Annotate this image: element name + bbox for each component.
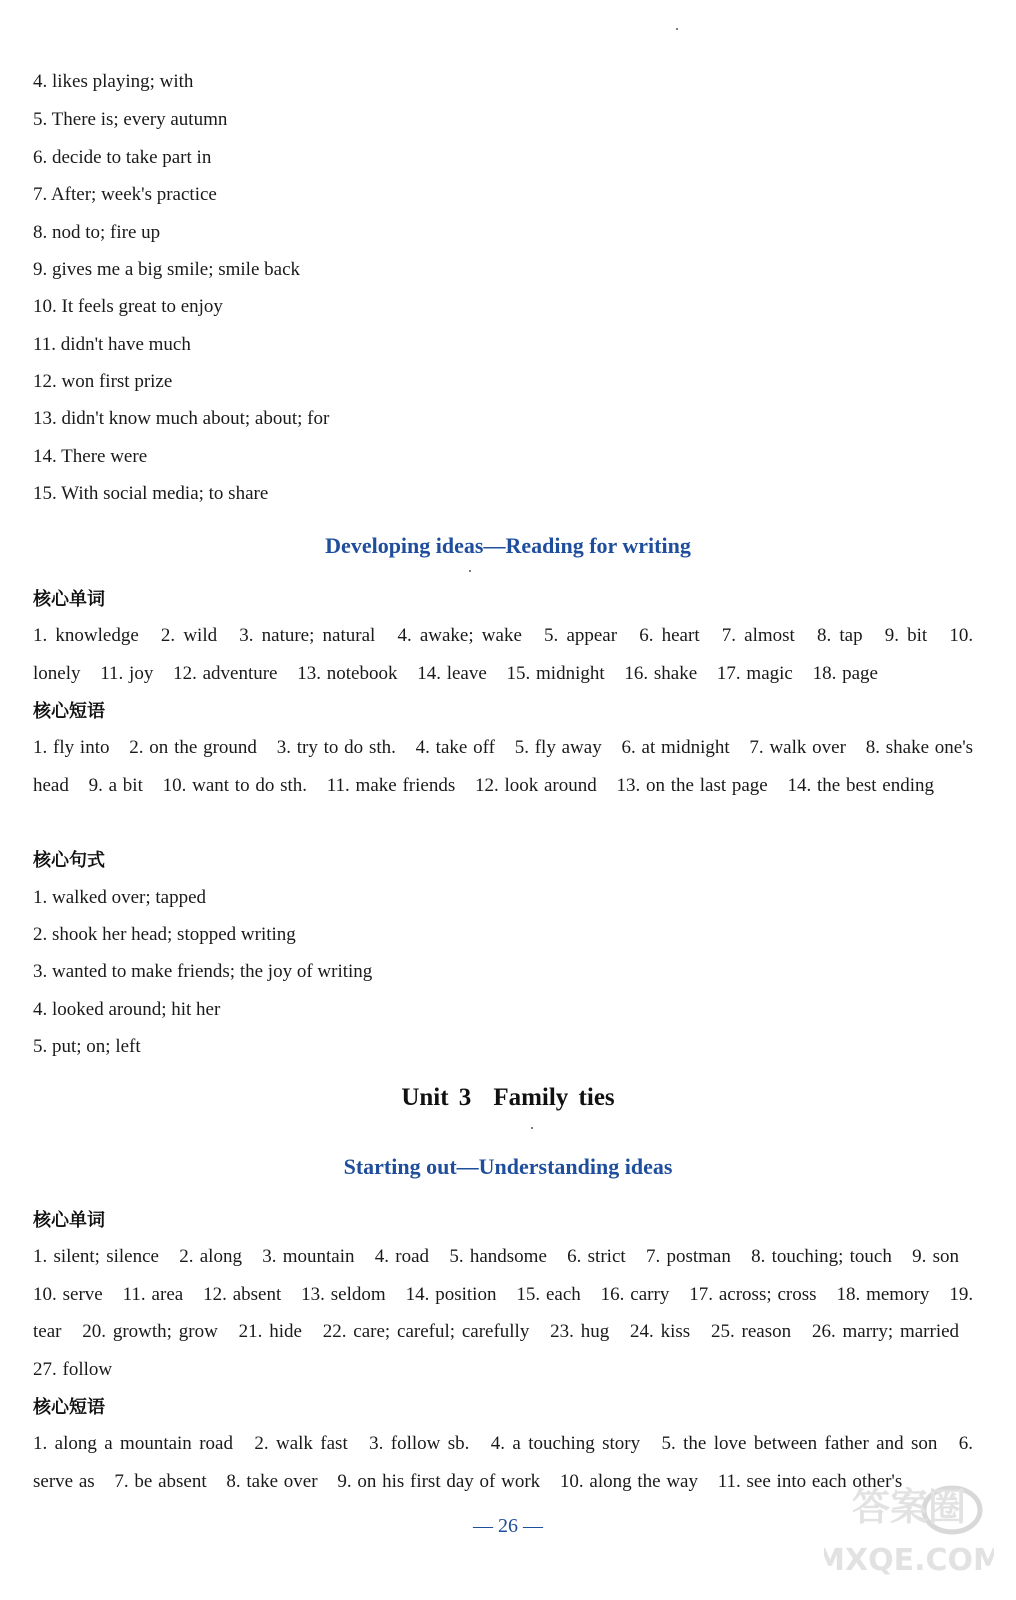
list-item: 4. road	[374, 1246, 430, 1267]
list-item: 20. growth; grow	[82, 1321, 218, 1342]
list-item: 10. along the way	[559, 1470, 698, 1492]
list-item: 4. awake; wake	[397, 625, 522, 646]
list-item: 9. a bit	[88, 774, 143, 796]
answer-line: 10. It feels great to enjoy	[33, 296, 223, 317]
vocab-label: 核心单词	[33, 589, 105, 610]
list-item: 9. bit	[884, 625, 928, 646]
answer-line: 15. With social media; to share	[33, 483, 269, 504]
list-item: 14. position	[405, 1283, 497, 1305]
list-item: 13. on the last page	[616, 774, 768, 796]
scan-speck	[469, 570, 471, 572]
phrases-label: 核心短语	[33, 1397, 105, 1418]
phrases-list	[33, 729, 973, 804]
list-item: 26. marry; married	[811, 1321, 960, 1342]
list-item: 21. hide	[238, 1321, 302, 1342]
watermark-url-text: MXQE.COM	[824, 1543, 994, 1578]
scan-speck	[676, 28, 678, 30]
list-item: 22. care; careful; carefully	[322, 1321, 530, 1342]
list-item: 1. knowledge	[33, 625, 139, 646]
list-item: 24. kiss	[630, 1321, 691, 1342]
scan-speck	[531, 1127, 533, 1129]
watermark-graphic	[824, 1470, 994, 1590]
list-item: 1. fly into	[33, 737, 110, 758]
list-item: 7. postman	[645, 1246, 731, 1267]
list-item: 4. a touching story	[490, 1433, 641, 1454]
list-item: 9. son	[912, 1246, 960, 1267]
list-item: 3. follow sb.	[369, 1433, 470, 1454]
list-item: 12. absent	[203, 1283, 282, 1305]
list-item: 1. silent; silence	[33, 1246, 159, 1267]
list-item: 6. heart	[639, 625, 700, 646]
list-item: 2. on the ground	[129, 737, 257, 758]
list-item: 8. tap	[816, 625, 863, 646]
list-item: 11. joy	[100, 662, 154, 684]
vocab-list	[33, 617, 973, 692]
list-item: 16. carry	[600, 1283, 670, 1305]
list-item: 17. across; cross	[689, 1283, 817, 1305]
section-title-developing-ideas: Developing ideas—Reading for writing	[325, 533, 691, 558]
list-item: 10. serve	[33, 1283, 103, 1305]
list-item: 14. the best ending	[787, 774, 935, 796]
list-item: 13. notebook	[297, 662, 398, 684]
list-item: 23. hug	[550, 1321, 610, 1342]
answer-line: 9. gives me a big smile; smile back	[33, 259, 301, 280]
list-item: 15. each	[516, 1283, 581, 1305]
sentence-line: 2. shook her head; stopped writing	[33, 924, 296, 945]
list-item: 3. mountain	[262, 1246, 355, 1267]
sentence-line: 5. put; on; left	[33, 1036, 141, 1057]
list-item: 3. try to do sth.	[276, 737, 396, 758]
watermark-chinese-text: 答案圈	[851, 1485, 967, 1529]
list-item: 7. almost	[721, 625, 795, 646]
list-item: 11. make friends	[326, 774, 456, 796]
answer-line: 7. After; week's practice	[33, 184, 217, 205]
list-item: 9. on his first day of work	[337, 1470, 541, 1492]
sentences-label: 核心句式	[33, 850, 105, 871]
list-item: 8. shake one's head	[33, 737, 974, 796]
list-item: 5. fly away	[514, 737, 602, 758]
answer-line: 13. didn't know much about; about; for	[33, 408, 330, 429]
answer-line: 11. didn't have much	[33, 334, 191, 355]
list-item: 17. magic	[716, 662, 793, 684]
list-item: 5. handsome	[449, 1246, 547, 1267]
list-item: 5. appear	[544, 625, 618, 646]
answer-line: 5. There is; every autumn	[33, 109, 228, 130]
list-item: 5. the love between father and son	[661, 1433, 938, 1454]
list-item: 4. take off	[415, 737, 495, 758]
answer-line: 14. There were	[33, 446, 148, 467]
unit-title	[0, 1083, 1016, 1113]
list-item: 15. midnight	[506, 662, 605, 684]
answer-line: 4. likes playing; with	[33, 71, 194, 92]
list-item: 2. along	[179, 1246, 242, 1267]
list-item: 1. along a mountain road	[33, 1433, 233, 1454]
list-item: 6. at midnight	[621, 737, 730, 758]
list-item: 19. tear	[33, 1283, 974, 1342]
sentence-line: 1. walked over; tapped	[33, 887, 207, 908]
list-item: 12. adventure	[173, 662, 278, 684]
list-item: 12. look around	[474, 774, 597, 796]
list-item: 11. see into each other's	[717, 1470, 903, 1492]
list-item: 13. seldom	[301, 1283, 386, 1305]
list-item: 8. take over	[226, 1470, 318, 1492]
list-item: 11. area	[122, 1283, 184, 1305]
list-item: 10. lonely	[33, 625, 974, 684]
watermark-logo	[824, 1470, 994, 1590]
list-item: 25. reason	[710, 1321, 792, 1342]
phrases-label: 核心短语	[33, 701, 105, 722]
answer-line: 8. nod to; fire up	[33, 222, 161, 243]
sentence-line: 4. looked around; hit her	[33, 999, 221, 1020]
list-item: 27. follow	[33, 1358, 113, 1380]
vocab-label: 核心单词	[33, 1210, 105, 1231]
section-title-starting-out: Starting out—Understanding ideas	[343, 1154, 673, 1179]
list-item: 2. walk fast	[254, 1433, 348, 1454]
page-number: — 26 —	[473, 1515, 543, 1537]
list-item: 7. walk over	[749, 737, 846, 758]
answer-line: 6. decide to take part in	[33, 147, 212, 168]
list-item: 7. be absent	[114, 1470, 207, 1492]
unit-number: Unit 3	[401, 1084, 472, 1111]
list-item: 8. touching; touch	[751, 1246, 892, 1267]
vocab-list	[33, 1238, 973, 1388]
list-item: 18. memory	[836, 1283, 930, 1305]
list-item: 6. serve as	[33, 1433, 974, 1492]
answer-line: 12. won first prize	[33, 371, 173, 392]
list-item: 16. shake	[624, 662, 698, 684]
list-item: 14. leave	[417, 662, 487, 684]
list-item: 6. strict	[567, 1246, 626, 1267]
sentence-line: 3. wanted to make friends; the joy of writing	[33, 961, 373, 982]
list-item: 3. nature; natural	[239, 625, 376, 646]
unit-name: Family ties	[493, 1084, 615, 1111]
list-item: 2. wild	[160, 625, 218, 646]
list-item: 18. page	[812, 662, 878, 684]
list-item: 10. want to do sth.	[162, 774, 308, 796]
